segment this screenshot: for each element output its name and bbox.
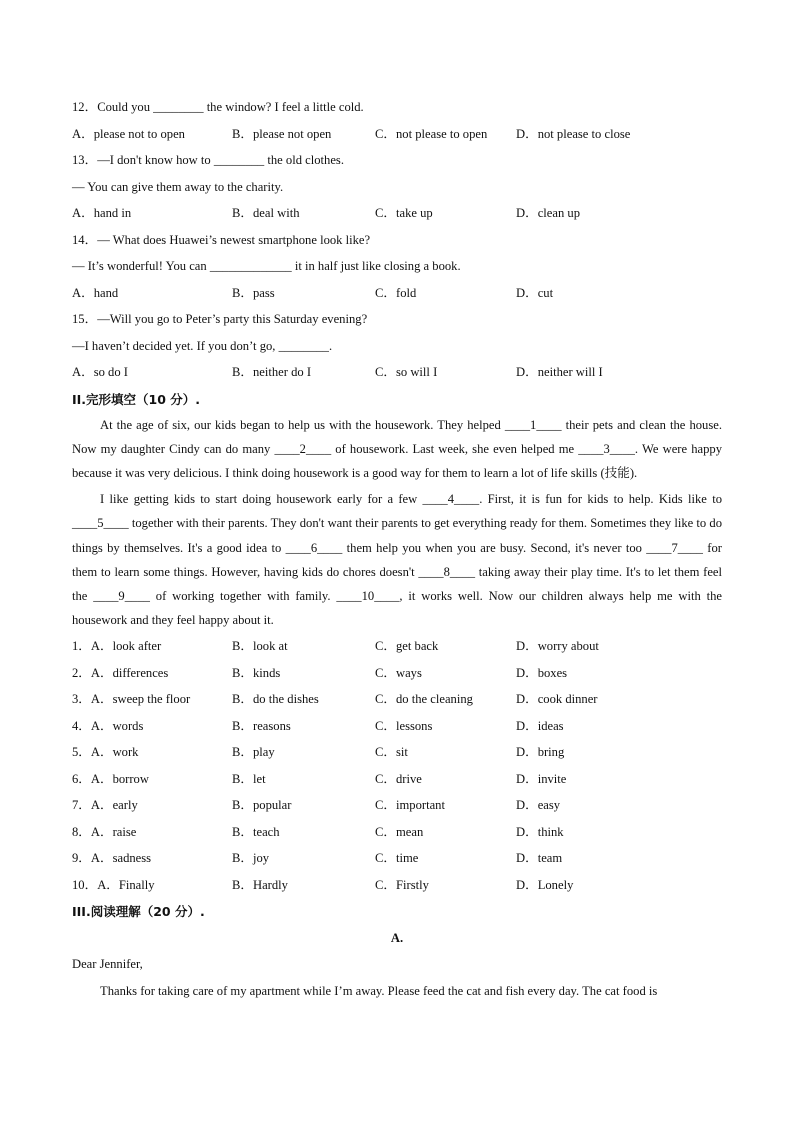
option-a: 6．A．borrow (72, 771, 149, 786)
option-b: B．Hardly (232, 877, 288, 892)
cloze-question-row (72, 739, 722, 766)
option-c: C．ways (375, 665, 422, 680)
option-c: C．time (375, 851, 419, 866)
option-d: D．neither will I (516, 365, 603, 379)
worksheet-page (72, 94, 722, 1004)
option-c: C．lessons (375, 718, 433, 733)
option-b: B．look at (232, 639, 288, 654)
option-a: 2．A．differences (72, 665, 169, 680)
option-d: D．clean up (516, 206, 580, 220)
option-a: A．hand (72, 285, 119, 300)
option-a: 4．A．words (72, 718, 144, 733)
cloze-question-list (72, 633, 722, 898)
option-b: B．pass (232, 285, 275, 300)
question-14-options (72, 280, 722, 307)
option-c: C．not please to open (375, 126, 488, 141)
option-a: 10．A．Finally (72, 877, 155, 892)
cloze-question-row (72, 633, 722, 660)
cloze-paragraph-2: I like getting kids to start doing housework early for a few ____4____. First, it is fun for kids to help. Kids like to ____5____ together with their parents. They don't want their parents to get everything ready for them. Sometimes they like to do things by themselves. It's a good idea to ____6____ them help you when you are busy. Second, it's never too ____7____ for them to learn some things. However, having kids do chores doesn't ____8____ taking away their play time. It's to let them feel the ____9____ of working together with family. ____10____, it works well. Now our children always help me with the housework and they feel happy about it. (72, 492, 722, 628)
option-d: D．team (516, 851, 563, 866)
option-d: D．think (516, 824, 564, 839)
question-13-stem: 13．—I don't know how to ________ the old clothes. (72, 153, 344, 167)
option-b: B．teach (232, 824, 280, 839)
question-14-reply: — It’s wonderful! You can _____________ it in half just like closing a book. (72, 259, 461, 273)
option-c: C．important (375, 798, 445, 813)
option-a: A．please not to open (72, 126, 185, 141)
cloze-question-row (72, 713, 722, 740)
option-a: 3．A．sweep the floor (72, 692, 191, 707)
cloze-question-row (72, 766, 722, 793)
option-b: B．reasons (232, 718, 291, 733)
option-c: C．Firstly (375, 877, 429, 892)
option-d: D．Lonely (516, 877, 574, 892)
cloze-question-row (72, 845, 722, 872)
option-b: B．do the dishes (232, 692, 319, 707)
option-c: C．drive (375, 771, 422, 786)
option-b: B．neither do I (232, 365, 312, 379)
question-13-reply: — You can give them away to the charity. (72, 179, 284, 194)
option-d: D．not please to close (516, 126, 631, 141)
option-a: 9．A．sadness (72, 851, 152, 866)
cloze-question-row (72, 660, 722, 687)
option-b: B．deal with (232, 206, 300, 220)
option-d: D．worry about (516, 639, 599, 654)
option-b: B．let (232, 771, 266, 786)
option-d: D．invite (516, 771, 567, 786)
option-a: 7．A．early (72, 798, 138, 813)
option-c: C．mean (375, 824, 424, 839)
cloze-question-row (72, 872, 722, 899)
passage-label: A. (390, 931, 404, 946)
cloze-question-row (72, 792, 722, 819)
option-d: D．bring (516, 745, 565, 760)
option-a: 8．A．raise (72, 824, 137, 839)
question-15-reply: —I haven’t decided yet. If you don’t go, ________. (72, 338, 333, 353)
option-d: D．boxes (516, 665, 568, 680)
option-b: B．kinds (232, 665, 281, 680)
section-2-heading: II.完形填空（10 分）. (72, 391, 201, 407)
option-d: D．cut (516, 285, 554, 300)
option-d: D．easy (516, 798, 561, 813)
option-c: C．so will I (375, 365, 438, 379)
option-a: 1．A．look after (72, 639, 162, 654)
cloze-question-row (72, 686, 722, 713)
question-12-stem: 12．Could you ________ the window? I feel a little cold. (72, 100, 364, 114)
question-12-options (72, 121, 722, 148)
cloze-question-row (72, 819, 722, 846)
option-c: C．sit (375, 745, 408, 760)
option-b: B．play (232, 745, 275, 760)
question-14-stem: 14．— What does Huawei’s newest smartphone look like? (72, 232, 371, 247)
option-c: C．fold (375, 285, 417, 300)
option-c: C．take up (375, 206, 433, 220)
option-a: 5．A．work (72, 745, 139, 760)
option-a: A．hand in (72, 206, 132, 220)
option-b: B．joy (232, 851, 270, 866)
question-15-stem: 15．—Will you go to Peter’s party this Saturday evening? (72, 312, 368, 326)
question-13-options (72, 200, 722, 227)
letter-first-line: Thanks for taking care of my apartment while I’m away. Please feed the cat and fish every day. The cat food is (100, 983, 658, 998)
option-c: C．get back (375, 639, 439, 654)
option-b: B．popular (232, 798, 292, 813)
option-d: D．ideas (516, 718, 564, 733)
section-3-heading: III.阅读理解（20 分）. (72, 904, 205, 920)
option-c: C．do the cleaning (375, 692, 473, 707)
question-15-options (72, 359, 722, 386)
cloze-paragraph-1: At the age of six, our kids began to help us with the housework. They helped ____1____ their pets and clean the house. Now my daughter Cindy can do many ____2____ of housework. Last week, she even helped me ____3____. We were happy because it was very delicious. I think doing housework is a good way for them to learn a lot of life skills (技能). (72, 417, 722, 480)
option-b: B．please not open (232, 126, 332, 141)
option-d: D．cook dinner (516, 692, 598, 707)
letter-greeting: Dear Jennifer, (72, 957, 143, 972)
option-a: A．so do I (72, 365, 128, 379)
